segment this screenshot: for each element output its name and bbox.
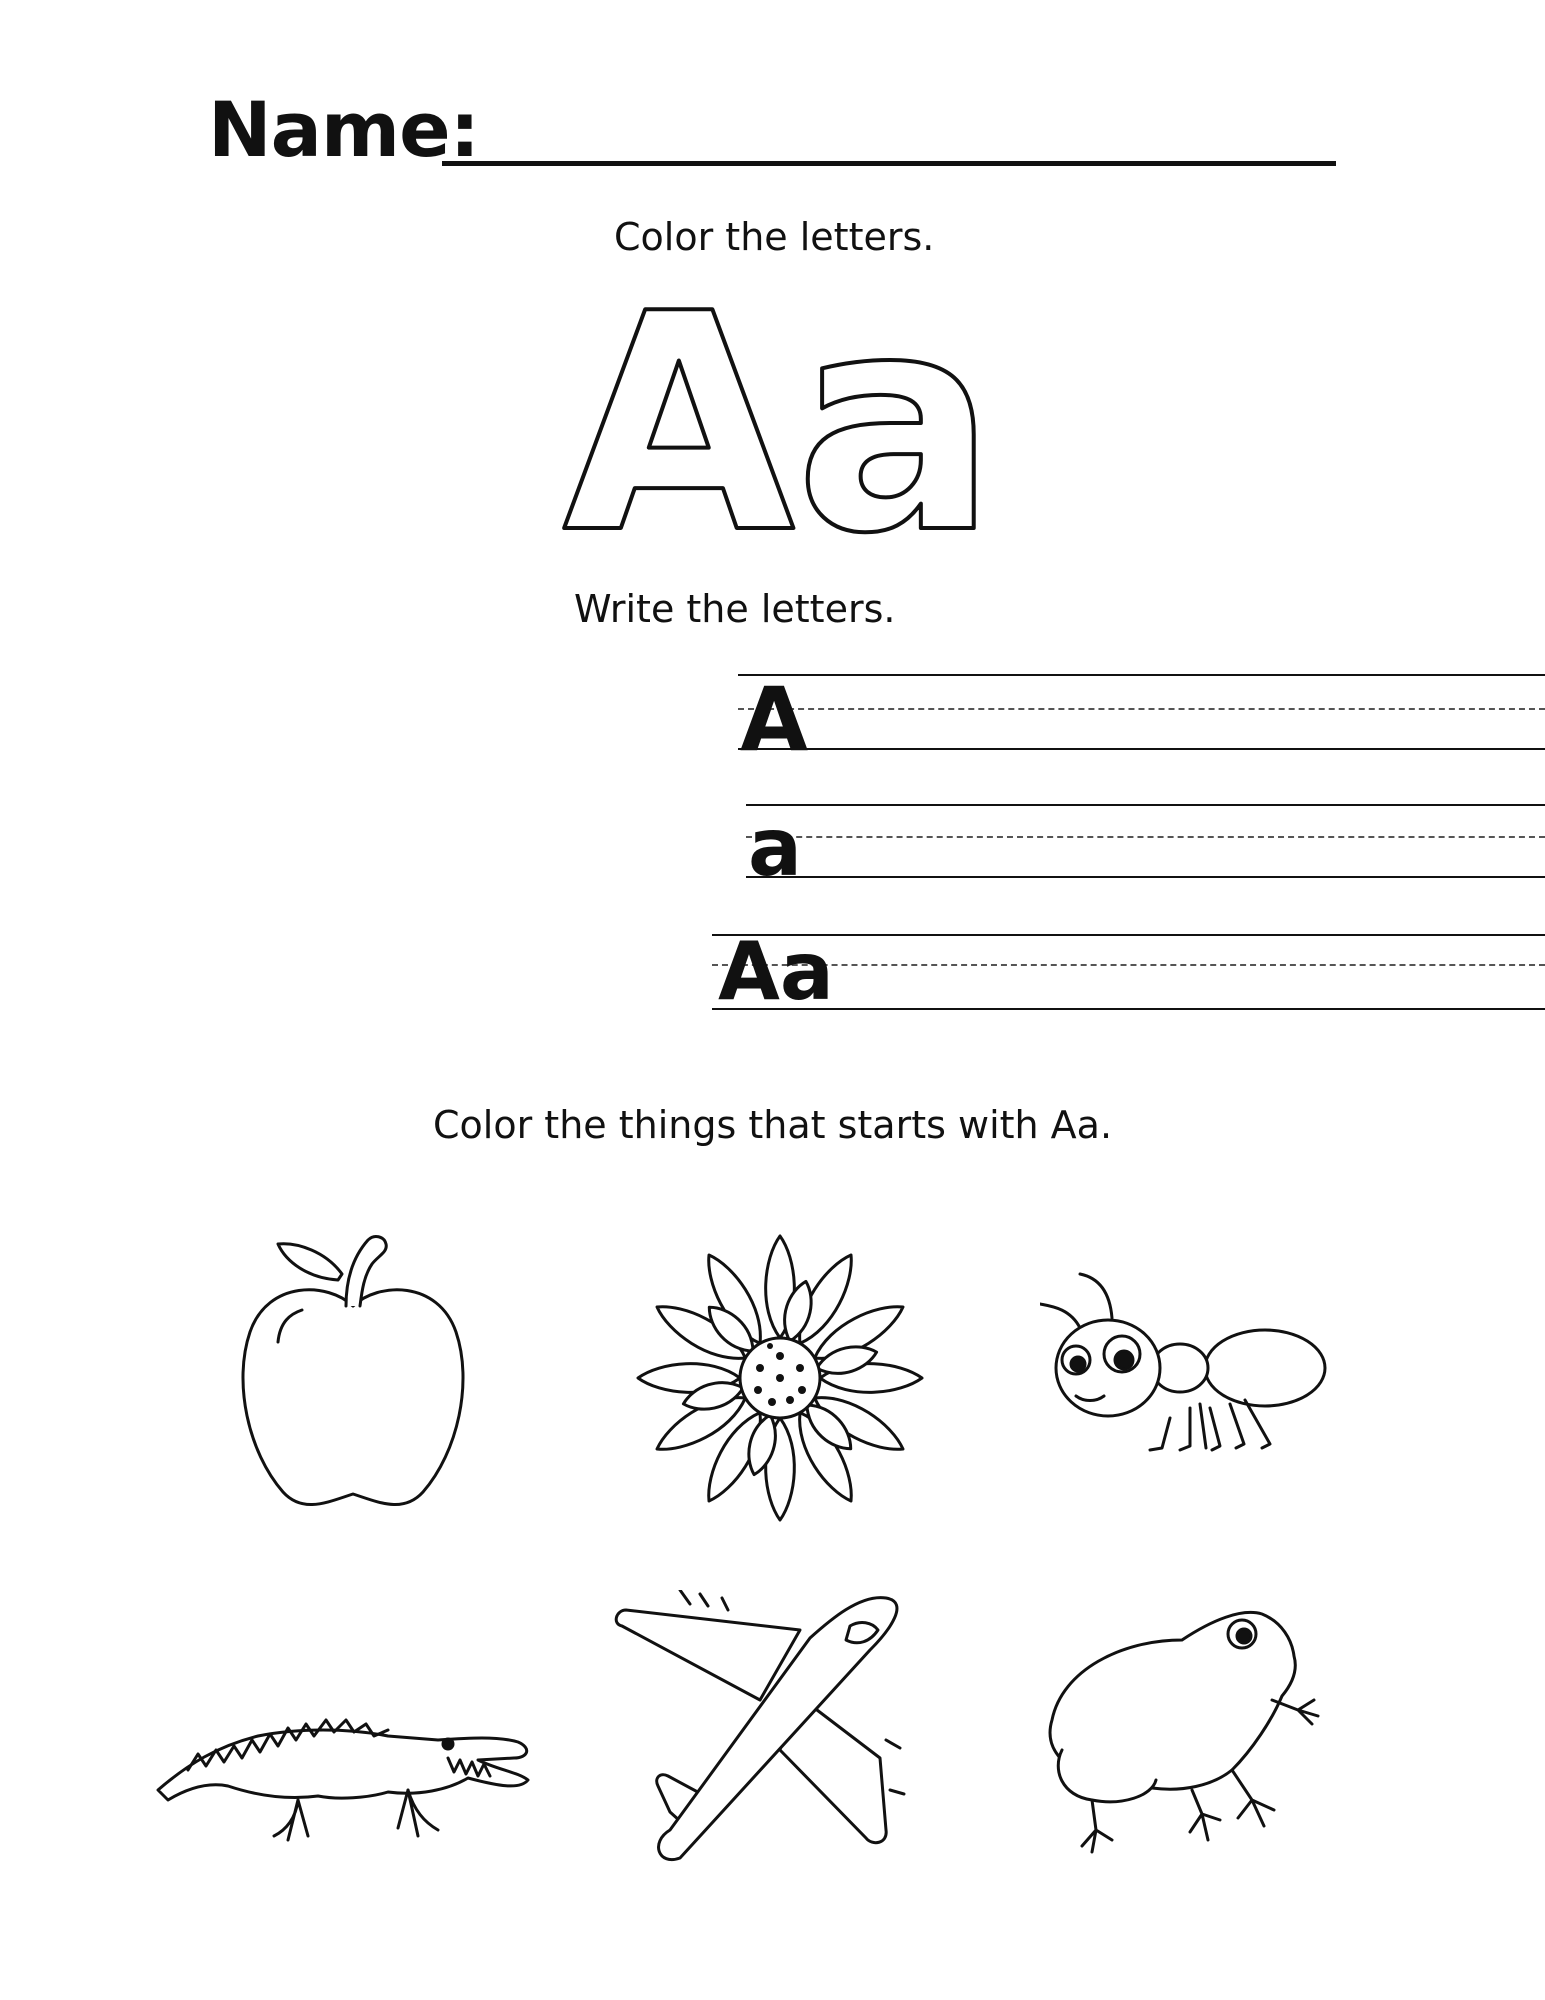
apple-picture[interactable] [228, 1222, 478, 1512]
flower-picture[interactable] [630, 1228, 930, 1528]
row3-base-line[interactable] [712, 1008, 1545, 1010]
row3-top-line [712, 934, 1545, 936]
row1-top-line [738, 674, 1545, 676]
airplane-picture[interactable] [610, 1590, 920, 1890]
ant-picture[interactable] [1040, 1268, 1330, 1468]
write-letters-instruction: Write the letters. [574, 587, 896, 631]
alligator-picture[interactable] [148, 1640, 538, 1850]
color-letters-instruction: Color the letters. [614, 215, 935, 259]
row1-guide-letter: A [740, 668, 809, 771]
outline-letters-text: Aa [562, 288, 998, 538]
outline-letters-aa[interactable] [560, 288, 1000, 538]
row1-mid-line [738, 708, 1545, 710]
row3-mid-line [712, 964, 1545, 966]
name-label: Name: [208, 85, 480, 174]
row2-base-line[interactable] [746, 876, 1545, 878]
row2-guide-letter: a [748, 801, 802, 894]
name-write-line[interactable] [442, 161, 1336, 166]
row3-guide-letters: Aa [718, 925, 834, 1018]
row2-top-line [746, 804, 1545, 806]
row2-mid-line [746, 836, 1545, 838]
row1-base-line[interactable] [738, 748, 1545, 750]
color-things-instruction: Color the things that starts with Aa. [433, 1103, 1113, 1147]
frog-picture[interactable] [1032, 1600, 1322, 1860]
